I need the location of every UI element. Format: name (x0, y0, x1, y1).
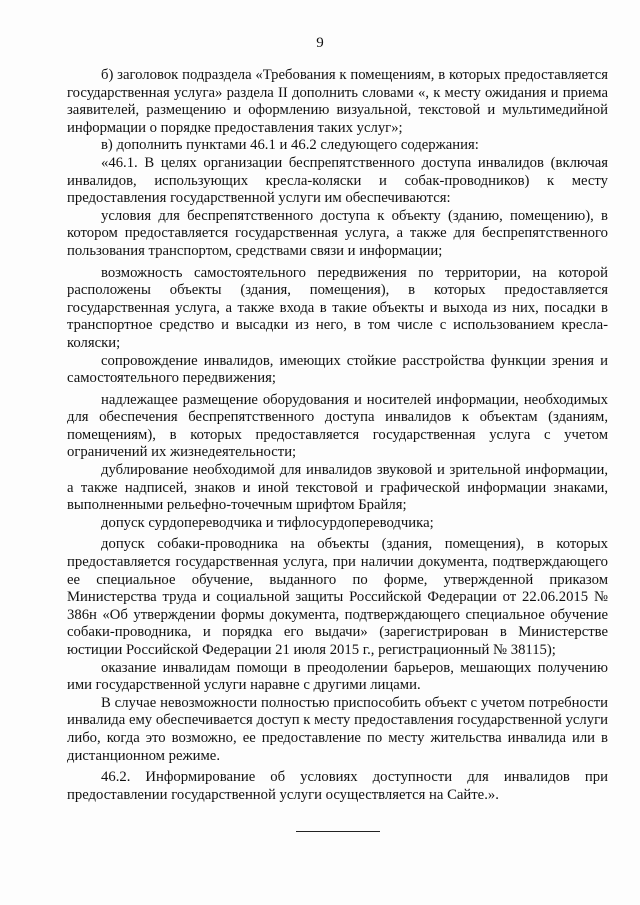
paragraph-assistance: оказание инвалидам помощи в преодолении барьеров, мешающих получению ими государственной услуги наравне с другими лицами. (67, 659, 608, 694)
paragraph-46-2: 46.2. Информирование об условиях доступности для инвалидов при предоставлении государственной услуги осуществляется на Сайте.». (67, 769, 608, 803)
paragraph-escort: сопровождение инвалидов, имеющих стойкие расстройства функции зрения и самостоятельного передвижения; (67, 352, 608, 387)
end-divider (296, 831, 380, 832)
paragraph-guide-dog: допуск собаки-проводника на объекты (здания, помещения), в которых предоставляется государственная услуга, при наличии документа, подтверждающего ее специальное обучение, выданного по форме, утвержденной приказом Министерства труда и социальной защиты Российской Федерации от 22.06.2015 № 386н «Об утверждении формы документа, подтверждающего специальное обучение собаки-проводника, и порядка его выдачи» (зарегистрирован в Министерстве юстиции Российской Федерации 21 июля 2015 г., регистрационный № 38115); (67, 536, 608, 658)
paragraph-movement: возможность самостоятельного передвижения по территории, на которой расположены объекты (здания, помещения), в которых предоставляется государственная услуга, а также входа в такие объекты и выхода из них, посадки в транспортное средство и высадки из него, в том числе с использованием кресла-коляски; (67, 264, 608, 351)
document-body (67, 67, 608, 804)
paragraph-access-conditions: условия для беспрепятственного доступа к объекту (зданию, помещению), в котором предоставляется государственная услуга, а также для беспрепятственного пользования транспортом, средствами связи и информации; (67, 207, 608, 259)
paragraph-duplication: дублирование необходимой для инвалидов звуковой и зрительной информации, а также надписей, знаков и иной текстовой и графической информации знаками, выполненными рельефно-точечным шрифтом Брайля; (67, 462, 608, 514)
paragraph-impossibility: В случае невозможности полностью приспособить объект с учетом потребности инвалида ему обеспечивается доступ к месту предоставления государственной услуги либо, когда это возможно, ее предоставление по месту жительства инвалида или в дистанционном режиме. (67, 694, 608, 764)
paragraph-add-points: в) дополнить пунктами 46.1 и 46.2 следующего содержания: (101, 137, 479, 154)
page-number: 9 (316, 35, 324, 51)
paragraph-equipment: надлежащее размещение оборудования и носителей информации, необходимых для обеспечения беспрепятственного доступа инвалидов к объектам (зданиям, помещениям), в которых предоставляется государственная услуга с учетом ограничений их жизнедеятельности; (67, 391, 608, 461)
paragraph-interpreter: допуск сурдопереводчика и тифлосурдопереводчика; (101, 514, 434, 531)
paragraph-46-1-intro: «46.1. В целях организации беспрепятственного доступа инвалидов (включая инвалидов, использующих кресла-коляски и собак-проводников) к месту предоставления государственной услуги им обеспечиваются: (67, 154, 608, 207)
paragraph-title-amendment: б) заголовок подраздела «Требования к помещениям, в которых предоставляется государственная услуга» раздела II дополнить словами «, к месту ожидания и приема заявителей, размещению и оформлению визуальной, текстовой и мультимедийной информации о порядке предоставления таких услуг»; (67, 67, 608, 136)
